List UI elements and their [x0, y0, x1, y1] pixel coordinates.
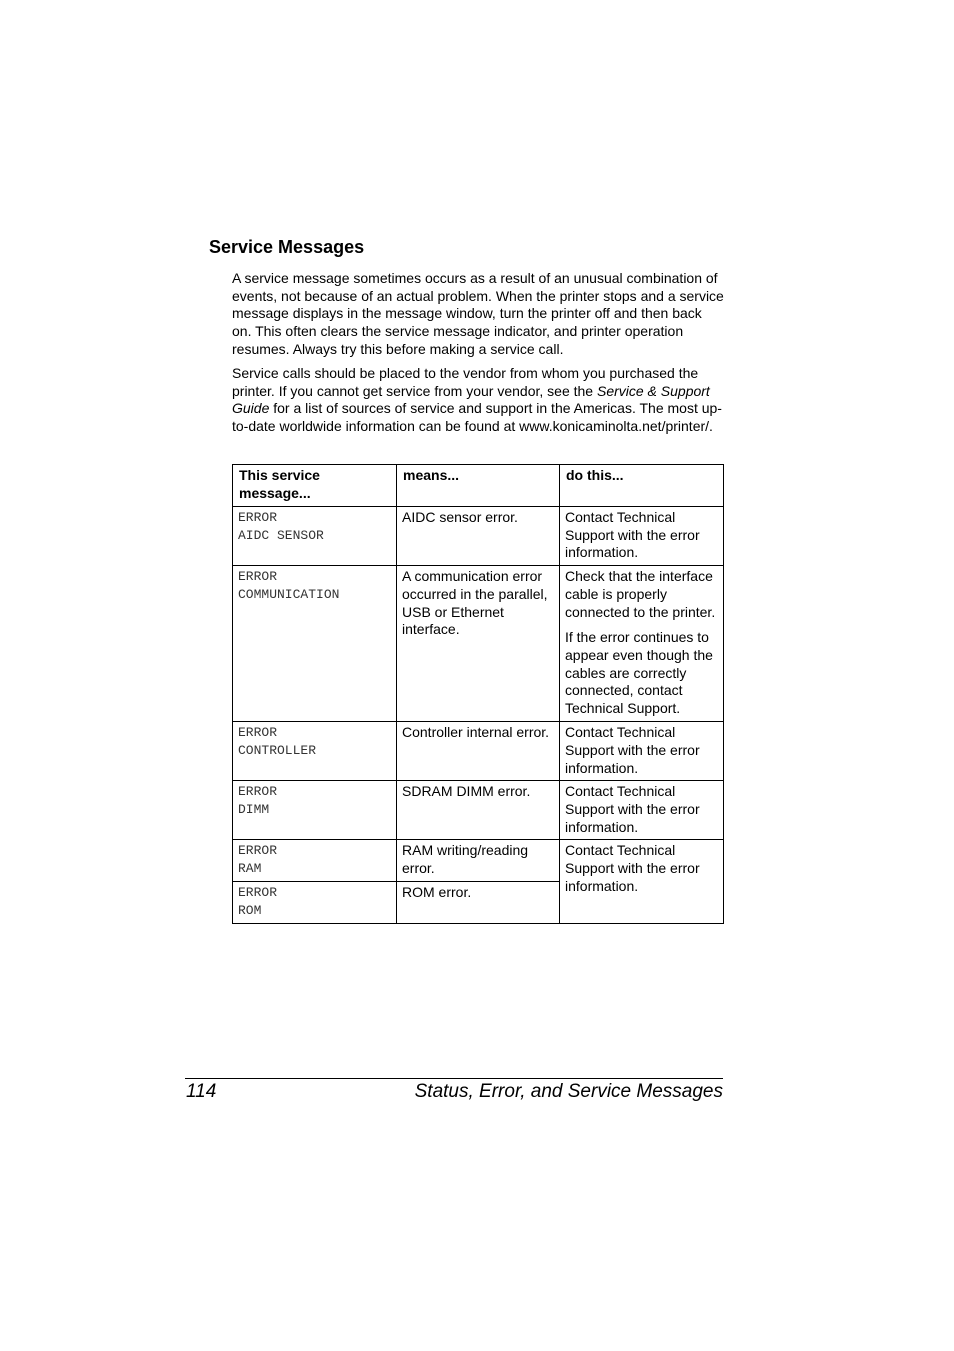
- message-line2: AIDC SENSOR: [238, 527, 324, 543]
- header-means: means...: [397, 465, 560, 507]
- action-text: Contact Technical Support with the error information.: [565, 783, 700, 835]
- chapter-title: Status, Error, and Service Messages: [414, 1081, 723, 1102]
- action-text: Contact Technical Support with the error information.: [565, 724, 700, 776]
- message-line2: DIMM: [238, 801, 270, 817]
- message-line2: ROM: [238, 903, 262, 919]
- action-text: Contact Technical Support with the error information.: [565, 842, 700, 894]
- service-call-text-before: Service calls should be placed to the vendor from whom you purchased the printer. If you cannot get service from your vendor, see the: [232, 365, 699, 399]
- table-row: [233, 781, 724, 840]
- message-line1: ERROR: [238, 843, 278, 859]
- section-heading: Service Messages: [209, 237, 365, 257]
- action-cell: [560, 840, 724, 924]
- table-row: [233, 840, 724, 882]
- means-cell: Controller internal error.: [397, 722, 560, 781]
- means-cell: AIDC sensor error.: [397, 507, 560, 566]
- message-line2: RAM: [238, 861, 262, 877]
- table-header-row: [233, 465, 724, 507]
- intro-paragraph: A service message sometimes occurs as a result of an unusual combination of events, not because of an actual problem. When the printer stops and a service message displays in the message window, turn the printer off and then back on. This often clears the service message indicator, and printer operation resumes. Always try this before making a service call.: [232, 270, 724, 357]
- service-guide-title: Service & Support Guide: [232, 382, 710, 417]
- message-cell: [233, 840, 397, 882]
- page-number: 114: [186, 1081, 217, 1102]
- service-call-text-after: for a list of sources of service and support in the Americas. The most up-to-date worldwide information can be found at www.konicaminolta.net/printer/.: [232, 400, 722, 435]
- means-cell: SDRAM DIMM error.: [397, 781, 560, 840]
- action-text: Check that the interface cable is properly connected to the printer.: [565, 568, 716, 620]
- action-text: Contact Technical Support with the error information.: [565, 509, 700, 561]
- action-cell: [560, 566, 724, 722]
- message-cell: [233, 722, 397, 781]
- message-line1: ERROR: [238, 784, 278, 800]
- action-text: If the error continues to appear even though the cables are correctly connected, contact Technical Support.: [565, 629, 713, 717]
- service-call-paragraph: [232, 365, 724, 436]
- message-line1: ERROR: [238, 510, 278, 525]
- message-line2: CONTROLLER: [238, 742, 317, 758]
- table-row: [233, 722, 724, 781]
- message-cell: [233, 882, 397, 924]
- action-cell: [560, 722, 724, 781]
- action-cell: [560, 781, 724, 840]
- message-line1: ERROR: [238, 569, 278, 585]
- header-message: This service message...: [233, 465, 397, 507]
- message-line1: ERROR: [238, 885, 278, 901]
- means-cell: RAM writing/reading error.: [397, 840, 560, 882]
- message-cell: [233, 566, 397, 722]
- header-do-this: do this...: [560, 465, 724, 507]
- service-messages-table: [232, 464, 724, 924]
- message-line1: ERROR: [238, 725, 278, 741]
- means-cell: ROM error.: [397, 882, 560, 924]
- means-cell: A communication error occurred in the parallel, USB or Ethernet interface.: [397, 566, 560, 722]
- message-line2: COMMUNICATION: [238, 586, 340, 602]
- action-cell: [560, 507, 724, 566]
- table-row: [233, 507, 724, 566]
- message-cell: [233, 507, 397, 566]
- message-cell: [233, 781, 397, 840]
- footer-rule: [185, 1078, 723, 1079]
- table-row: [233, 566, 724, 722]
